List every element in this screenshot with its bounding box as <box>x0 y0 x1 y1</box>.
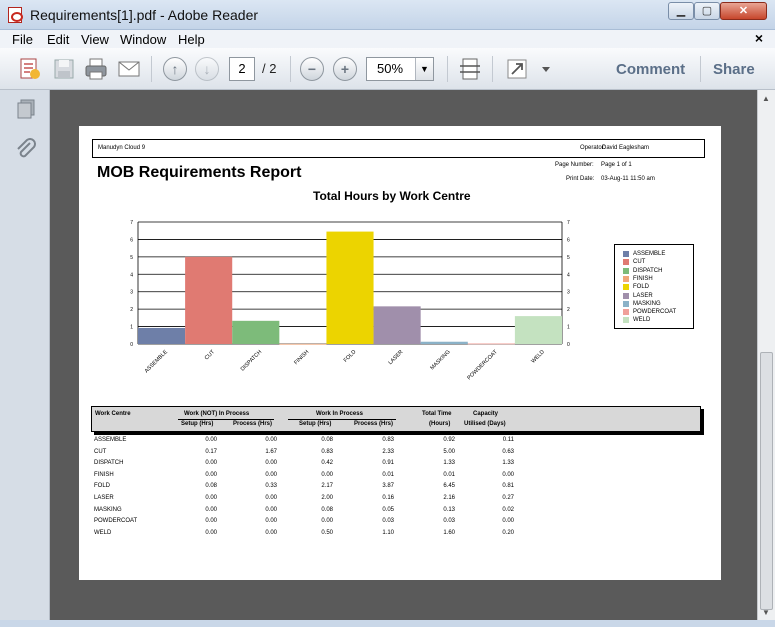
legend-label: MASKING <box>633 300 661 307</box>
x-tick-label: FINISH <box>293 349 311 367</box>
table-row <box>79 495 721 507</box>
row-value: 0.91 <box>382 460 394 467</box>
y-tick-label-left: 0 <box>130 342 133 348</box>
y-tick-label-right: 4 <box>567 272 570 279</box>
menu-file[interactable]: File <box>12 32 33 47</box>
row-value: 0.00 <box>265 495 277 501</box>
legend-swatch <box>623 293 629 299</box>
row-value: 0.00 <box>502 471 514 478</box>
row-value: 0.00 <box>205 460 217 467</box>
bar-assemble <box>138 328 185 344</box>
y-tick-label-left: 7 <box>130 220 133 226</box>
x-tick-label: ASSEMBLE <box>143 349 169 375</box>
row-value: 0.17 <box>205 448 217 455</box>
row-value: 1.10 <box>382 529 394 536</box>
row-value: 0.27 <box>502 495 514 501</box>
header-capacity: Capacity <box>473 411 499 417</box>
header-underline <box>288 419 396 420</box>
legend-label: FOLD <box>633 284 650 291</box>
row-value: 0.33 <box>265 483 277 490</box>
row-work-centre: CUT <box>94 448 107 455</box>
row-value: 0.00 <box>265 506 277 513</box>
row-value: 5.00 <box>443 448 455 455</box>
row-value: 0.03 <box>443 518 455 525</box>
row-value: 3.87 <box>382 483 394 490</box>
row-value: 0.00 <box>265 471 277 478</box>
vertical-scrollbar[interactable] <box>757 90 775 620</box>
page-number-label: Page Number: <box>555 162 594 168</box>
row-work-centre: POWDERCOAT <box>94 518 138 525</box>
navigation-pane <box>0 90 50 627</box>
row-value: 0.11 <box>502 437 514 443</box>
legend-label: POWDERCOAT <box>633 309 677 316</box>
x-tick-label: FOLD <box>342 349 358 364</box>
y-tick-label-left: 1 <box>130 324 133 331</box>
row-value: 0.00 <box>321 471 333 478</box>
row-value: 1.67 <box>265 448 277 455</box>
y-tick-label-left: 2 <box>130 307 133 314</box>
row-value: 0.03 <box>382 518 394 525</box>
header-setup-in: Setup (Hrs) <box>299 421 332 427</box>
zoom-value: 50% <box>377 61 404 76</box>
row-value: 0.01 <box>382 471 394 478</box>
row-work-centre: MASKING <box>94 506 122 513</box>
create-pdf-icon[interactable] <box>18 57 42 81</box>
row-work-centre: FINISH <box>94 471 114 478</box>
row-value: 0.00 <box>205 518 217 525</box>
header-work-centre: Work Centre <box>95 411 131 417</box>
print-date: 03-Aug-11 11:50 am <box>601 176 655 182</box>
row-value: 0.00 <box>205 471 217 478</box>
x-tick-label: LASER <box>387 349 405 367</box>
email-icon[interactable] <box>117 57 141 81</box>
row-value: 0.42 <box>321 460 333 467</box>
header-work-in-process: Work In Process <box>316 411 363 417</box>
legend-swatch <box>623 259 629 265</box>
page-number-input[interactable]: 2 <box>229 57 255 81</box>
legend-swatch <box>623 301 629 307</box>
table-row <box>79 518 721 530</box>
header-utilised-days: Utilised (Days) <box>464 421 506 427</box>
operator-label: Operator: <box>580 145 606 151</box>
table-row <box>79 530 721 542</box>
row-value: 2.33 <box>382 448 394 455</box>
legend-swatch <box>623 251 629 257</box>
x-tick-label: WELD <box>530 349 546 365</box>
legend-swatch <box>623 317 629 323</box>
row-value: 0.16 <box>382 495 394 501</box>
scroll-up-icon[interactable]: ▲ <box>762 94 770 103</box>
row-value: 0.01 <box>443 471 455 478</box>
title-bar <box>0 0 775 30</box>
fit-page-icon[interactable] <box>458 57 482 81</box>
header-underline <box>178 419 274 420</box>
row-value: 0.00 <box>205 529 217 536</box>
row-work-centre: LASER <box>94 495 114 501</box>
maximize-button[interactable]: ▢ <box>694 2 720 20</box>
adobe-reader-icon <box>8 7 22 23</box>
row-value: 0.08 <box>321 506 333 513</box>
zoom-in-icon[interactable]: + <box>333 57 357 81</box>
bar-powdercoat <box>468 343 515 344</box>
operator-name: David Eaglesham <box>602 145 650 151</box>
row-value: 0.83 <box>321 448 333 455</box>
zoom-out-icon[interactable]: − <box>300 57 324 81</box>
row-value: 1.33 <box>443 460 455 467</box>
x-tick-label: CUT <box>203 349 217 362</box>
close-window-button[interactable]: ✕ <box>720 2 767 20</box>
row-value: 6.45 <box>443 483 455 490</box>
header-total-time: Total Time <box>422 411 452 417</box>
y-tick-label-right: 0 <box>567 342 570 348</box>
row-value: 0.81 <box>502 483 514 490</box>
toolbar-options-icon[interactable] <box>540 57 552 81</box>
row-value: 2.16 <box>443 495 455 501</box>
table-row <box>79 472 721 484</box>
legend-label: DISPATCH <box>633 267 663 274</box>
table-row <box>79 483 721 495</box>
row-value: 0.00 <box>265 529 277 536</box>
menu-bar <box>0 30 775 48</box>
row-value: 1.60 <box>443 529 455 536</box>
legend-swatch <box>623 276 629 282</box>
legend-label: FINISH <box>633 275 653 282</box>
y-tick-label-left: 5 <box>130 254 133 261</box>
row-value: 0.00 <box>502 518 514 525</box>
scroll-down-icon[interactable]: ▼ <box>762 608 770 617</box>
toolbar-separator <box>151 56 152 82</box>
row-value: 0.00 <box>205 495 217 501</box>
row-value: 0.00 <box>265 518 277 525</box>
row-value: 0.05 <box>382 506 394 513</box>
next-page-icon[interactable]: ↓ <box>195 57 219 81</box>
row-value: 0.92 <box>443 437 455 443</box>
toolbar-separator <box>447 56 448 82</box>
window-title: Requirements[1].pdf - Adobe Reader <box>30 7 259 23</box>
bar-dispatch <box>232 321 279 344</box>
header-process-in: Process (Hrs) <box>354 421 394 427</box>
row-value: 2.00 <box>321 495 333 501</box>
table-row <box>79 460 721 472</box>
share-button[interactable]: Share <box>713 61 755 78</box>
table-row <box>79 507 721 519</box>
row-value: 0.08 <box>321 437 333 443</box>
row-work-centre: FOLD <box>94 483 111 490</box>
row-value: 0.50 <box>321 529 333 536</box>
toolbar-separator <box>290 56 291 82</box>
company-name: Manudyn Cloud 9 <box>98 145 146 151</box>
row-value: 0.00 <box>321 518 333 525</box>
legend-swatch <box>623 268 629 274</box>
row-value: 0.63 <box>502 448 514 455</box>
x-tick-label: DISPATCH <box>239 349 264 373</box>
y-tick-label-right: 2 <box>567 307 570 314</box>
row-value: 0.02 <box>502 506 514 513</box>
legend-label: CUT <box>633 259 646 266</box>
row-value: 1.33 <box>502 460 514 467</box>
prev-page-icon[interactable]: ↑ <box>163 57 187 81</box>
legend-label: LASER <box>633 292 653 299</box>
minimize-button[interactable]: ▁ <box>668 2 694 20</box>
legend-label: ASSEMBLE <box>633 251 666 257</box>
x-tick-label: POWDERCOAT <box>466 349 499 382</box>
legend-label: WELD <box>633 317 651 324</box>
y-tick-label-left: 6 <box>130 237 133 244</box>
page-total: / 2 <box>262 61 277 76</box>
chart-legend <box>614 244 694 329</box>
legend-swatch <box>623 284 629 290</box>
bar-finish <box>279 344 326 345</box>
legend-swatch <box>623 309 629 315</box>
y-tick-label-right: 7 <box>567 220 570 226</box>
y-tick-label-left: 3 <box>130 289 133 296</box>
scrollbar-thumb[interactable] <box>760 352 773 610</box>
toolbar <box>0 48 775 90</box>
pages-icon[interactable] <box>15 98 37 120</box>
bar-masking <box>421 342 468 344</box>
x-tick-label: MASKING <box>429 349 452 372</box>
menu-view[interactable]: View <box>81 32 109 47</box>
menu-help[interactable]: Help <box>178 32 205 47</box>
row-value: 0.00 <box>205 506 217 513</box>
close-document-button[interactable]: × <box>754 30 763 46</box>
row-value: 0.00 <box>265 460 277 467</box>
chart-title: Total Hours by Work Centre <box>313 189 471 203</box>
fullscreen-icon[interactable] <box>505 57 529 81</box>
attachments-icon[interactable] <box>15 138 37 162</box>
row-value: 0.00 <box>265 437 277 443</box>
y-tick-label-right: 6 <box>567 237 570 244</box>
y-tick-label-right: 3 <box>567 289 570 296</box>
row-value: 0.20 <box>502 529 514 536</box>
y-tick-label-right: 1 <box>567 324 570 331</box>
header-work-not-in-process: Work (NOT) In Process <box>184 411 250 417</box>
report-title: MOB Requirements Report <box>97 164 302 181</box>
window-bottom-border <box>0 620 775 627</box>
comment-button[interactable]: Comment <box>616 61 686 78</box>
chevron-down-icon[interactable]: ▼ <box>415 58 433 80</box>
row-work-centre: WELD <box>94 529 112 536</box>
row-value: 0.00 <box>205 437 217 443</box>
zoom-select[interactable] <box>366 57 434 81</box>
bar-cut <box>185 257 232 344</box>
row-value: 0.13 <box>443 506 455 513</box>
bar-fold <box>326 232 373 344</box>
header-hours: (Hours) <box>429 421 451 427</box>
print-icon[interactable] <box>84 57 108 81</box>
row-value: 2.17 <box>321 483 333 490</box>
print-date-label: Print Date: <box>566 176 595 182</box>
row-work-centre: ASSEMBLE <box>94 437 127 443</box>
bar-weld <box>515 316 562 344</box>
page-number: Page 1 of 1 <box>601 162 632 168</box>
row-value: 0.08 <box>205 483 217 490</box>
header-process-not: Process (Hrs) <box>233 421 273 427</box>
row-value: 0.83 <box>382 437 394 443</box>
table-row <box>79 437 721 449</box>
table-header <box>91 406 701 432</box>
header-setup-not: Setup (Hrs) <box>181 421 214 427</box>
toolbar-separator <box>700 56 701 82</box>
y-tick-label-right: 5 <box>567 254 570 261</box>
y-tick-label-left: 4 <box>130 272 133 279</box>
save-icon[interactable] <box>52 57 76 81</box>
bar-laser <box>374 306 421 344</box>
table-row <box>79 449 721 461</box>
pdf-page <box>79 126 721 580</box>
menu-edit[interactable]: Edit <box>47 32 70 47</box>
menu-window[interactable]: Window <box>120 32 167 47</box>
toolbar-separator <box>492 56 493 82</box>
row-work-centre: DISPATCH <box>94 460 124 467</box>
